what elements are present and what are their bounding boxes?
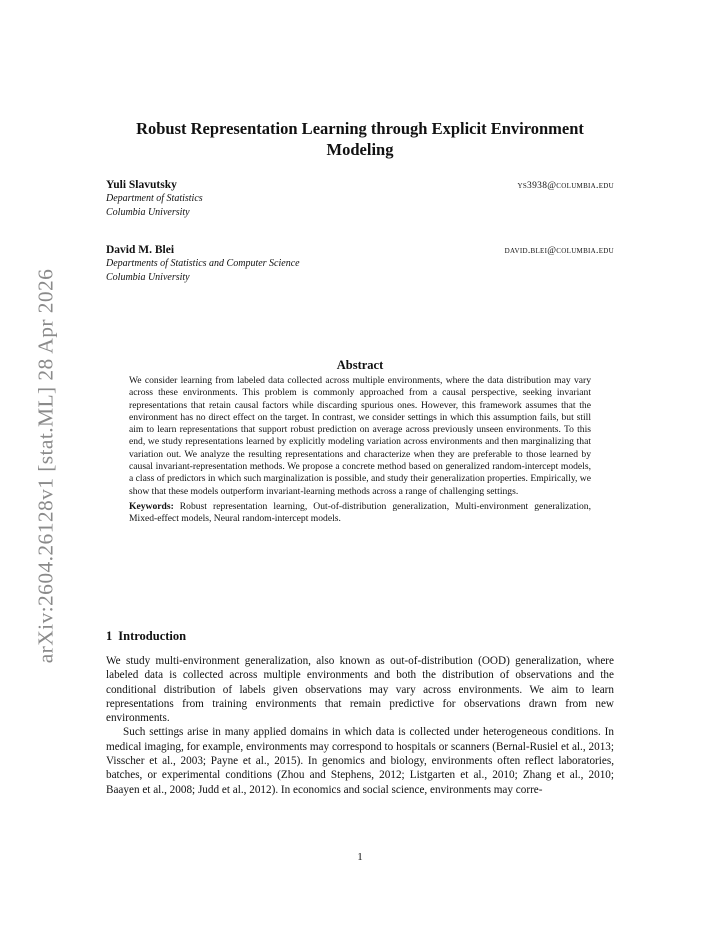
paper-title: Robust Representation Learning through Explicit Environment Modeling bbox=[136, 119, 584, 159]
arxiv-identifier-stamp: arXiv:2604.26128v1 [stat.ML] 28 Apr 2026 bbox=[33, 268, 58, 664]
keywords-text: Robust representation learning, Out-of-distribution generalization, Multi-environment generalization, Mixed-effect models, Neural random-intercept models. bbox=[129, 500, 591, 525]
author-university: Columbia University bbox=[106, 272, 190, 283]
keywords-label: Keywords: bbox=[129, 500, 174, 512]
section-heading-introduction bbox=[106, 628, 614, 644]
abstract-heading: Abstract bbox=[336, 358, 384, 372]
author-department: Department of Statistics bbox=[106, 193, 203, 204]
author-university: Columbia University bbox=[106, 207, 190, 218]
keywords bbox=[129, 501, 591, 526]
section-number: 1 bbox=[106, 629, 113, 643]
author-name: David M. Blei bbox=[106, 244, 175, 256]
author-email[interactable]: ys3938@columbia.edu bbox=[517, 181, 614, 191]
introduction-body bbox=[106, 654, 614, 797]
section-title: Introduction bbox=[118, 629, 187, 643]
abstract-text: We consider learning from labeled data collected across multiple environments, where the data distribution may vary across these environments. This problem is commonly approached from a causal perspective, seeking invariant representations that retain causal factors while discarding spurious ones. However, this framework assumes that the environment has no direct effect on the target. In contrast, we consider settings in which this assumption fails, but still aim to learn representations that support robust prediction on average across previously unseen environments. To this end, we study representations learned by explicitly modeling variation across environments and then marginalizing that variation out. We analyze the resulting representations and characterize when they are preferable to those learned by causal invariant-representation methods. We propose a concrete method based on generalized random-intercept models, a class of predictors in which such marginalization is possible, and study their generalization properties. Empirically, we show that these models outperform invariant-learning methods across a range of challenging settings. bbox=[129, 375, 591, 497]
page-number: 1 bbox=[357, 851, 363, 863]
author-email[interactable]: david.blei@columbia.edu bbox=[504, 246, 614, 256]
abstract-section bbox=[129, 357, 591, 526]
paragraph: Such settings arise in many applied domains in which data is collected under heterogeneous conditions. In medical imaging, for example, environments may correspond to hospitals or scanners (Bernal-Rusiel et al., 2013; Visscher et al., 2003; Payne et al., 2015). In genomics and biology, environments often reflect laboratories, batches, or experimental conditions (Zhou and Stephens, 2012; Listgarten et al., 2010; Zhang et al., 2010; Baayen et al., 2008; Judd et al., 2012). In economics and social science, environments may corre- bbox=[106, 726, 614, 796]
author-name: Yuli Slavutsky bbox=[106, 179, 177, 191]
author-block-1 bbox=[106, 178, 614, 220]
paragraph: We study multi-environment generalization, also known as out-of-distribution (OOD) generalization, where labeled data is collected across multiple environments and both the distribution of observations and the conditional distribution of labels given observations may vary across environments. We aim to learn representations from training environments that remain predictive for observations drawn from new environments. bbox=[106, 655, 614, 725]
author-block-2 bbox=[106, 243, 614, 285]
author-department: Departments of Statistics and Computer Science bbox=[106, 258, 300, 269]
